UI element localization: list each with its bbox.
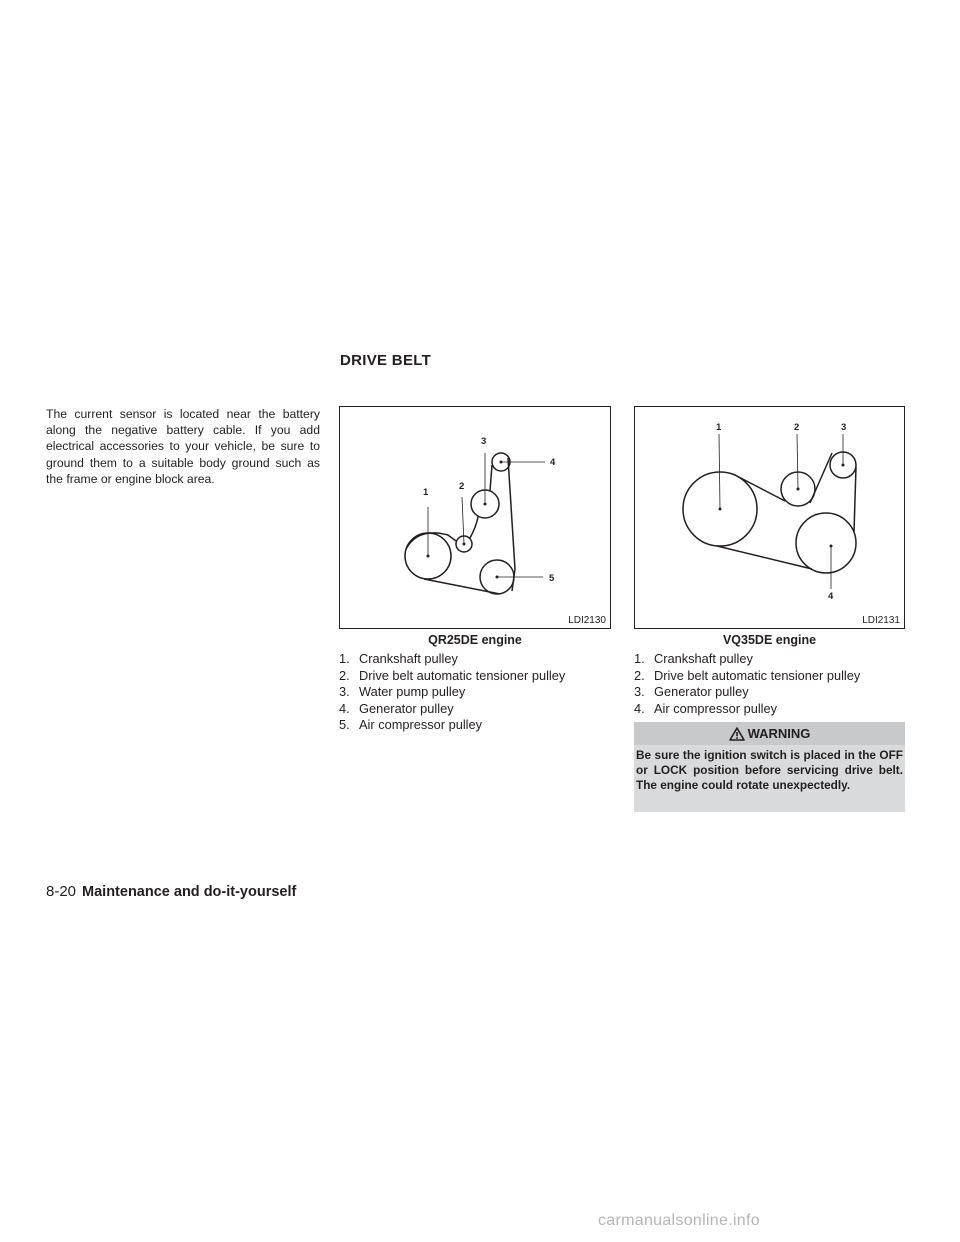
figure-caption-vq35de: VQ35DE engine [722,633,817,647]
list-item: 1. Crankshaft pulley [339,651,458,666]
chapter-title: Maintenance and do-it-yourself [82,884,297,900]
list-item: 3. Water pump pulley [339,684,466,700]
figure-code: LDI2130 [568,615,606,626]
watermark: carmanualsonline.info [598,1212,760,1229]
list-item: 4. Air compressor pulley [634,700,778,716]
vq35de-belt-diagram [635,407,904,628]
warning-triangle-icon [729,727,745,741]
figure-caption-qr25de: QR25DE engine [428,633,522,647]
vq35de-pulley-list [634,651,914,717]
callout-2: 2 [794,422,800,433]
callout-1: 1 [716,422,722,433]
page-footer [46,883,296,900]
page-number: 8-20 [46,883,77,900]
figure-vq35de [634,406,905,629]
list-item: 2. Drive belt automatic tensioner pulley [339,667,566,683]
qr25de-belt-diagram [340,407,610,628]
callout-1: 1 [423,487,429,498]
callout-2: 2 [459,481,465,492]
air-compressor-pulley [796,513,856,573]
list-item: 4. Generator pulley [339,700,454,716]
list-item: 5. Air compressor pulley [339,717,483,733]
section-title: DRIVE BELT [340,352,432,369]
list-item: 3. Generator pulley [634,684,749,700]
belt [717,453,856,569]
callout-3: 3 [841,422,847,433]
list-item: 1. Crankshaft pulley [634,651,753,666]
list-item: 2. Drive belt automatic tensioner pulley [634,667,861,683]
callout-4: 4 [828,591,834,602]
belt [406,458,515,594]
qr25de-pulley-list [339,651,619,734]
intro-paragraph: The current sensor is located near the battery along the negative battery cable. If you add electrical accessories to your vehicle, be sure to ground them to a suitable body ground such as the frame or engine block area. [46,407,320,486]
warning-header [634,722,905,745]
warning-text: Be sure the ignition switch is placed in the OFF or LOCK position before servicing drive belt. The engine could rotate unexpectedly. [636,748,903,793]
callout-4: 4 [550,457,556,468]
figure-code: LDI2131 [862,615,900,626]
warning-box [634,722,905,812]
callout-3: 3 [481,436,487,447]
warning-title: WARNING [747,726,811,741]
figure-qr25de [339,406,611,629]
callout-5: 5 [549,573,555,584]
